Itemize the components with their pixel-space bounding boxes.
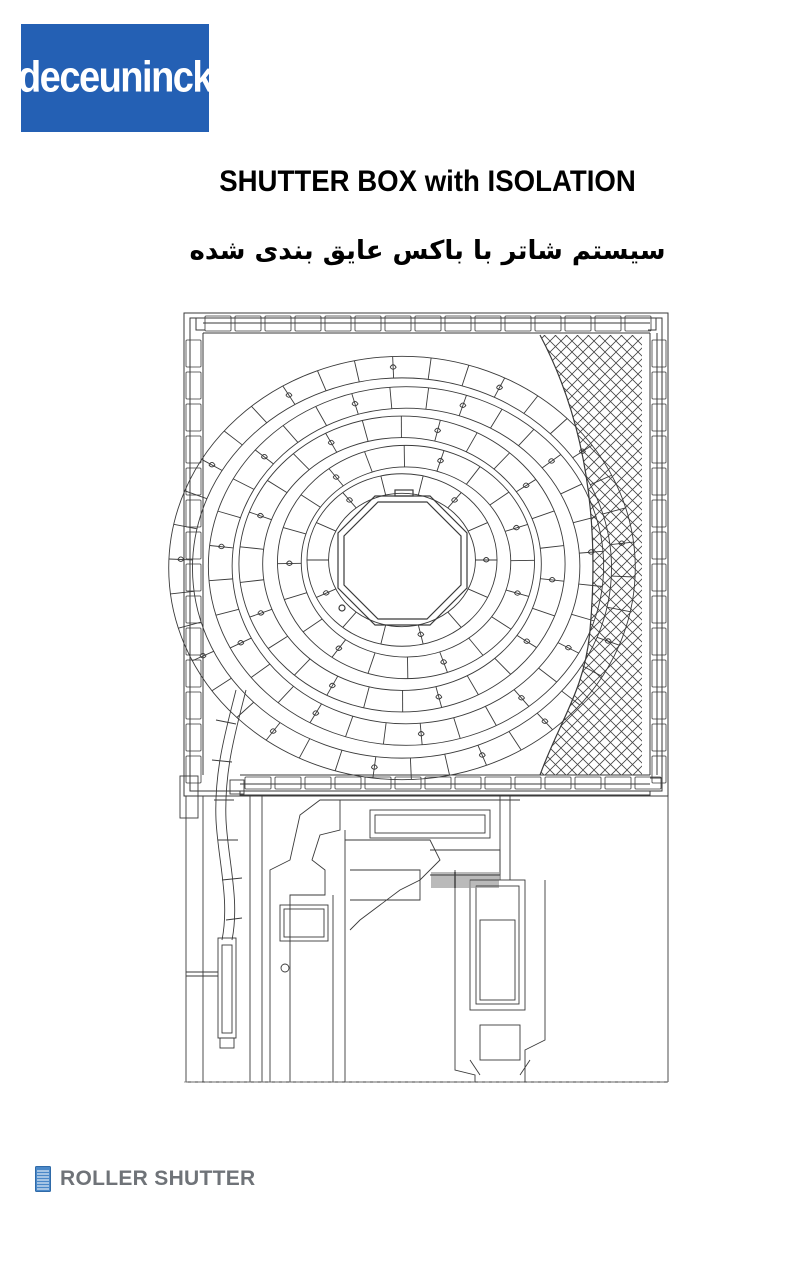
hanging-shutter-curtain	[186, 690, 246, 1048]
page-subtitle: سیستم شاتر با باکس عایق بندی شده	[189, 236, 666, 266]
window-frame-profile	[180, 776, 668, 1082]
footer	[35, 1166, 256, 1192]
roller-shutter-icon	[35, 1166, 51, 1192]
insulation-block	[540, 335, 642, 775]
logo-text: deceuninck	[17, 53, 213, 102]
octagonal-roller-axle	[338, 490, 467, 625]
footer-label: ROLLER SHUTTER	[60, 1167, 256, 1190]
page-title: SHUTTER BOX with ISOLATION	[219, 165, 636, 198]
brush-seal	[432, 872, 498, 888]
